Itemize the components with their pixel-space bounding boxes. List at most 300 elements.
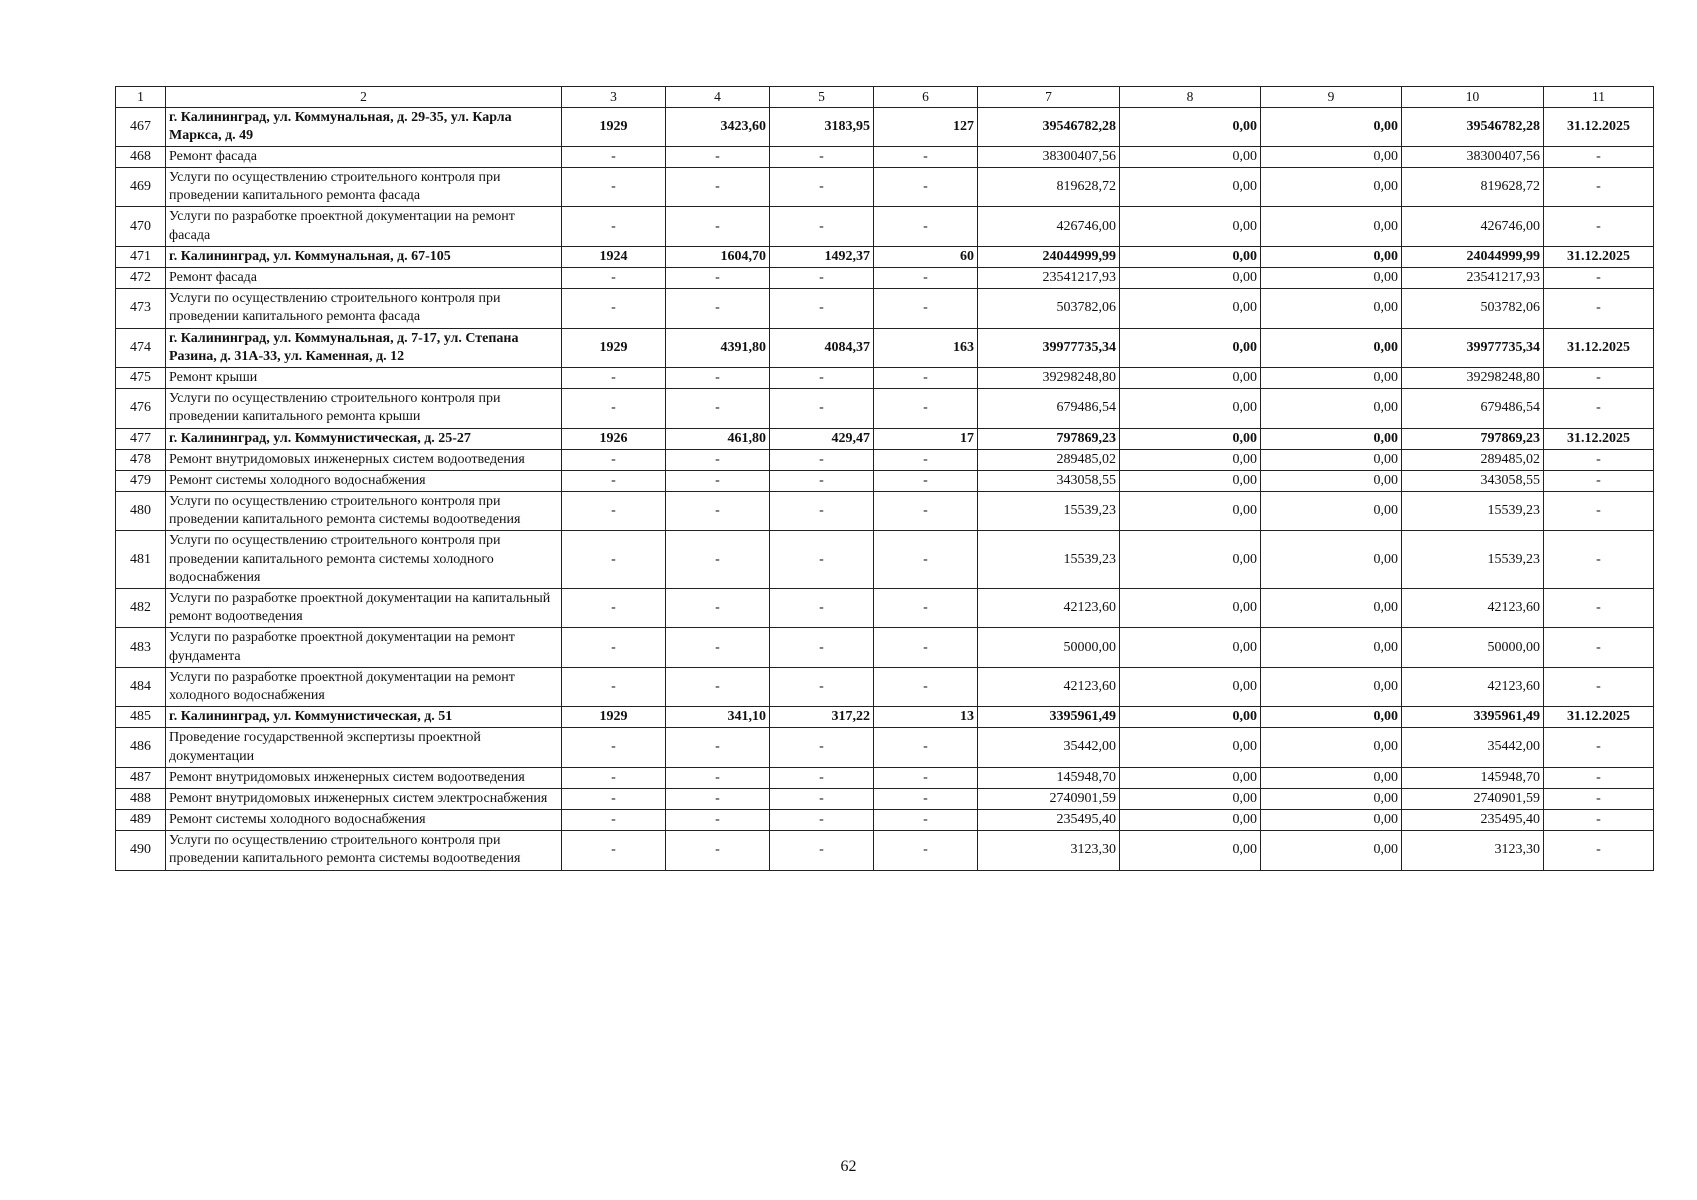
row-number-cell: 473 — [116, 289, 166, 328]
deadline-cell: - — [1544, 767, 1654, 788]
year-cell: - — [562, 289, 666, 328]
header-cell: 6 — [874, 87, 978, 108]
work-item-row — [116, 531, 1654, 589]
fund-share-cell: 0,00 — [1120, 268, 1261, 289]
building-row — [116, 246, 1654, 267]
residents-cell: - — [874, 767, 978, 788]
budget-share-cell: 0,00 — [1261, 531, 1402, 589]
residents-cell: - — [874, 628, 978, 667]
item-name-cell: Услуги по осуществлению строительного контроля при проведении капитального ремонта системы водоотведения — [166, 492, 562, 531]
total-cost-cell: 503782,06 — [978, 289, 1120, 328]
year-cell: - — [562, 728, 666, 767]
item-name-cell: Услуги по осуществлению строительного контроля при проведении капитального ремонта фасада — [166, 168, 562, 207]
deadline-cell: 31.12.2025 — [1544, 107, 1654, 146]
residents-cell: 163 — [874, 328, 978, 367]
total-area-cell: - — [666, 492, 770, 531]
budget-share-cell: 0,00 — [1261, 470, 1402, 491]
budget-share-cell: 0,00 — [1261, 168, 1402, 207]
row-number-cell: 478 — [116, 449, 166, 470]
budget-share-cell: 0,00 — [1261, 788, 1402, 809]
item-name-cell: Ремонт внутридомовых инженерных систем водоотведения — [166, 449, 562, 470]
header-cell: 8 — [1120, 87, 1261, 108]
owners-funds-cell: 39977735,34 — [1402, 328, 1544, 367]
row-number-cell: 470 — [116, 207, 166, 246]
deadline-cell: - — [1544, 146, 1654, 167]
owners-funds-cell: 343058,55 — [1402, 470, 1544, 491]
item-name-cell: Услуги по осуществлению строительного контроля при проведении капитального ремонта системы водоотведения — [166, 831, 562, 870]
living-area-cell: 1492,37 — [770, 246, 874, 267]
total-cost-cell: 3123,30 — [978, 831, 1120, 870]
total-area-cell: 461,80 — [666, 428, 770, 449]
total-cost-cell: 343058,55 — [978, 470, 1120, 491]
owners-funds-cell: 797869,23 — [1402, 428, 1544, 449]
year-cell: - — [562, 628, 666, 667]
year-cell: - — [562, 470, 666, 491]
residents-cell: 127 — [874, 107, 978, 146]
deadline-cell: - — [1544, 289, 1654, 328]
living-area-cell: - — [770, 589, 874, 628]
owners-funds-cell: 39546782,28 — [1402, 107, 1544, 146]
owners-funds-cell: 39298248,80 — [1402, 367, 1544, 388]
fund-share-cell: 0,00 — [1120, 168, 1261, 207]
living-area-cell: - — [770, 389, 874, 428]
owners-funds-cell: 2740901,59 — [1402, 788, 1544, 809]
work-item-row — [116, 146, 1654, 167]
item-name-cell: Ремонт внутридомовых инженерных систем электроснабжения — [166, 788, 562, 809]
budget-share-cell: 0,00 — [1261, 428, 1402, 449]
residents-cell: - — [874, 449, 978, 470]
year-cell: - — [562, 168, 666, 207]
living-area-cell: - — [770, 728, 874, 767]
total-cost-cell: 15539,23 — [978, 531, 1120, 589]
item-name-cell: Услуги по разработке проектной документации на ремонт фундамента — [166, 628, 562, 667]
residents-cell: 17 — [874, 428, 978, 449]
total-cost-cell: 39977735,34 — [978, 328, 1120, 367]
residents-cell: - — [874, 667, 978, 706]
row-number-cell: 483 — [116, 628, 166, 667]
budget-share-cell: 0,00 — [1261, 289, 1402, 328]
row-number-cell: 489 — [116, 810, 166, 831]
total-cost-cell: 426746,00 — [978, 207, 1120, 246]
living-area-cell: - — [770, 788, 874, 809]
fund-share-cell: 0,00 — [1120, 810, 1261, 831]
residents-cell: - — [874, 146, 978, 167]
row-number-cell: 484 — [116, 667, 166, 706]
total-area-cell: - — [666, 268, 770, 289]
total-area-cell: - — [666, 207, 770, 246]
deadline-cell: - — [1544, 449, 1654, 470]
year-cell: - — [562, 492, 666, 531]
year-cell: - — [562, 449, 666, 470]
total-cost-cell: 38300407,56 — [978, 146, 1120, 167]
deadline-cell: - — [1544, 788, 1654, 809]
row-number-cell: 490 — [116, 831, 166, 870]
owners-funds-cell: 235495,40 — [1402, 810, 1544, 831]
deadline-cell: - — [1544, 207, 1654, 246]
repair-program-table — [115, 86, 1654, 871]
deadline-cell: - — [1544, 470, 1654, 491]
owners-funds-cell: 145948,70 — [1402, 767, 1544, 788]
total-area-cell: 4391,80 — [666, 328, 770, 367]
total-cost-cell: 145948,70 — [978, 767, 1120, 788]
living-area-cell: - — [770, 207, 874, 246]
work-item-row — [116, 728, 1654, 767]
residents-cell: - — [874, 788, 978, 809]
total-area-cell: - — [666, 146, 770, 167]
total-cost-cell: 42123,60 — [978, 667, 1120, 706]
total-cost-cell: 679486,54 — [978, 389, 1120, 428]
year-cell: - — [562, 146, 666, 167]
row-number-cell: 482 — [116, 589, 166, 628]
row-number-cell: 468 — [116, 146, 166, 167]
fund-share-cell: 0,00 — [1120, 707, 1261, 728]
row-number-cell: 475 — [116, 367, 166, 388]
header-cell: 7 — [978, 87, 1120, 108]
owners-funds-cell: 679486,54 — [1402, 389, 1544, 428]
budget-share-cell: 0,00 — [1261, 589, 1402, 628]
total-cost-cell: 3395961,49 — [978, 707, 1120, 728]
total-cost-cell: 797869,23 — [978, 428, 1120, 449]
building-row — [116, 107, 1654, 146]
residents-cell: - — [874, 207, 978, 246]
budget-share-cell: 0,00 — [1261, 449, 1402, 470]
total-cost-cell: 819628,72 — [978, 168, 1120, 207]
fund-share-cell: 0,00 — [1120, 328, 1261, 367]
owners-funds-cell: 426746,00 — [1402, 207, 1544, 246]
deadline-cell: - — [1544, 728, 1654, 767]
budget-share-cell: 0,00 — [1261, 367, 1402, 388]
row-number-cell: 480 — [116, 492, 166, 531]
item-name-cell: Ремонт фасада — [166, 268, 562, 289]
fund-share-cell: 0,00 — [1120, 531, 1261, 589]
year-cell: 1929 — [562, 107, 666, 146]
living-area-cell: 3183,95 — [770, 107, 874, 146]
work-item-row — [116, 628, 1654, 667]
owners-funds-cell: 24044999,99 — [1402, 246, 1544, 267]
fund-share-cell: 0,00 — [1120, 107, 1261, 146]
deadline-cell: - — [1544, 389, 1654, 428]
residents-cell: - — [874, 728, 978, 767]
deadline-cell: - — [1544, 367, 1654, 388]
header-cell: 9 — [1261, 87, 1402, 108]
fund-share-cell: 0,00 — [1120, 628, 1261, 667]
deadline-cell: - — [1544, 492, 1654, 531]
item-name-cell: г. Калининград, ул. Коммунистическая, д. 25-27 — [166, 428, 562, 449]
total-area-cell: - — [666, 367, 770, 388]
deadline-cell: - — [1544, 168, 1654, 207]
fund-share-cell: 0,00 — [1120, 289, 1261, 328]
column-number-header-row — [116, 87, 1654, 108]
total-area-cell: 3423,60 — [666, 107, 770, 146]
deadline-cell: 31.12.2025 — [1544, 328, 1654, 367]
fund-share-cell: 0,00 — [1120, 449, 1261, 470]
item-name-cell: Услуги по осуществлению строительного контроля при проведении капитального ремонта фасада — [166, 289, 562, 328]
owners-funds-cell: 15539,23 — [1402, 531, 1544, 589]
total-area-cell: - — [666, 589, 770, 628]
total-area-cell: 1604,70 — [666, 246, 770, 267]
item-name-cell: Услуги по осуществлению строительного контроля при проведении капитального ремонта крыши — [166, 389, 562, 428]
budget-share-cell: 0,00 — [1261, 146, 1402, 167]
fund-share-cell: 0,00 — [1120, 831, 1261, 870]
year-cell: - — [562, 531, 666, 589]
budget-share-cell: 0,00 — [1261, 268, 1402, 289]
year-cell: 1924 — [562, 246, 666, 267]
work-item-row — [116, 492, 1654, 531]
owners-funds-cell: 15539,23 — [1402, 492, 1544, 531]
living-area-cell: - — [770, 531, 874, 589]
work-item-row — [116, 831, 1654, 870]
item-name-cell: Ремонт фасада — [166, 146, 562, 167]
work-item-row — [116, 389, 1654, 428]
residents-cell: - — [874, 531, 978, 589]
living-area-cell: - — [770, 449, 874, 470]
year-cell: - — [562, 589, 666, 628]
total-cost-cell: 39546782,28 — [978, 107, 1120, 146]
item-name-cell: Услуги по разработке проектной документации на ремонт фасада — [166, 207, 562, 246]
owners-funds-cell: 819628,72 — [1402, 168, 1544, 207]
owners-funds-cell: 50000,00 — [1402, 628, 1544, 667]
deadline-cell: - — [1544, 810, 1654, 831]
owners-funds-cell: 3395961,49 — [1402, 707, 1544, 728]
item-name-cell: Ремонт системы холодного водоснабжения — [166, 470, 562, 491]
fund-share-cell: 0,00 — [1120, 146, 1261, 167]
total-area-cell: - — [666, 470, 770, 491]
fund-share-cell: 0,00 — [1120, 389, 1261, 428]
year-cell: 1929 — [562, 328, 666, 367]
year-cell: 1926 — [562, 428, 666, 449]
fund-share-cell: 0,00 — [1120, 492, 1261, 531]
item-name-cell: Ремонт крыши — [166, 367, 562, 388]
budget-share-cell: 0,00 — [1261, 831, 1402, 870]
deadline-cell: 31.12.2025 — [1544, 246, 1654, 267]
budget-share-cell: 0,00 — [1261, 492, 1402, 531]
row-number-cell: 471 — [116, 246, 166, 267]
budget-share-cell: 0,00 — [1261, 207, 1402, 246]
header-cell: 11 — [1544, 87, 1654, 108]
residents-cell: 13 — [874, 707, 978, 728]
living-area-cell: - — [770, 810, 874, 831]
total-cost-cell: 235495,40 — [978, 810, 1120, 831]
header-cell: 3 — [562, 87, 666, 108]
residents-cell: - — [874, 168, 978, 207]
living-area-cell: - — [770, 470, 874, 491]
header-cell: 1 — [116, 87, 166, 108]
item-name-cell: г. Калининград, ул. Коммунистическая, д. 51 — [166, 707, 562, 728]
residents-cell: - — [874, 492, 978, 531]
living-area-cell: - — [770, 168, 874, 207]
owners-funds-cell: 38300407,56 — [1402, 146, 1544, 167]
work-item-row — [116, 810, 1654, 831]
living-area-cell: - — [770, 146, 874, 167]
fund-share-cell: 0,00 — [1120, 589, 1261, 628]
budget-share-cell: 0,00 — [1261, 767, 1402, 788]
item-name-cell: г. Калининград, ул. Коммунальная, д. 67-105 — [166, 246, 562, 267]
total-area-cell: - — [666, 788, 770, 809]
total-area-cell: - — [666, 767, 770, 788]
total-area-cell: - — [666, 531, 770, 589]
total-area-cell: - — [666, 449, 770, 470]
work-item-row — [116, 470, 1654, 491]
row-number-cell: 487 — [116, 767, 166, 788]
header-cell: 4 — [666, 87, 770, 108]
item-name-cell: Услуги по осуществлению строительного контроля при проведении капитального ремонта системы холодного водоснабжения — [166, 531, 562, 589]
living-area-cell: 317,22 — [770, 707, 874, 728]
total-cost-cell: 15539,23 — [978, 492, 1120, 531]
living-area-cell: - — [770, 268, 874, 289]
budget-share-cell: 0,00 — [1261, 810, 1402, 831]
total-cost-cell: 35442,00 — [978, 728, 1120, 767]
year-cell: - — [562, 389, 666, 428]
living-area-cell: - — [770, 667, 874, 706]
work-item-row — [116, 767, 1654, 788]
row-number-cell: 481 — [116, 531, 166, 589]
total-cost-cell: 2740901,59 — [978, 788, 1120, 809]
owners-funds-cell: 35442,00 — [1402, 728, 1544, 767]
owners-funds-cell: 503782,06 — [1402, 289, 1544, 328]
year-cell: - — [562, 788, 666, 809]
budget-share-cell: 0,00 — [1261, 728, 1402, 767]
deadline-cell: 31.12.2025 — [1544, 428, 1654, 449]
owners-funds-cell: 289485,02 — [1402, 449, 1544, 470]
fund-share-cell: 0,00 — [1120, 367, 1261, 388]
living-area-cell: - — [770, 367, 874, 388]
total-cost-cell: 39298248,80 — [978, 367, 1120, 388]
year-cell: - — [562, 810, 666, 831]
residents-cell: - — [874, 389, 978, 428]
total-area-cell: - — [666, 168, 770, 207]
residents-cell: - — [874, 810, 978, 831]
work-item-row — [116, 207, 1654, 246]
fund-share-cell: 0,00 — [1120, 788, 1261, 809]
residents-cell: - — [874, 831, 978, 870]
total-cost-cell: 289485,02 — [978, 449, 1120, 470]
total-area-cell: - — [666, 831, 770, 870]
item-name-cell: Услуги по разработке проектной документации на капитальный ремонт водоотведения — [166, 589, 562, 628]
total-cost-cell: 24044999,99 — [978, 246, 1120, 267]
fund-share-cell: 0,00 — [1120, 207, 1261, 246]
residents-cell: 60 — [874, 246, 978, 267]
budget-share-cell: 0,00 — [1261, 667, 1402, 706]
work-item-row — [116, 367, 1654, 388]
work-item-row — [116, 667, 1654, 706]
row-number-cell: 486 — [116, 728, 166, 767]
deadline-cell: - — [1544, 589, 1654, 628]
fund-share-cell: 0,00 — [1120, 728, 1261, 767]
owners-funds-cell: 42123,60 — [1402, 589, 1544, 628]
residents-cell: - — [874, 470, 978, 491]
work-item-row — [116, 589, 1654, 628]
deadline-cell: - — [1544, 667, 1654, 706]
year-cell: - — [562, 767, 666, 788]
budget-share-cell: 0,00 — [1261, 107, 1402, 146]
work-item-row — [116, 168, 1654, 207]
living-area-cell: 429,47 — [770, 428, 874, 449]
row-number-cell: 488 — [116, 788, 166, 809]
living-area-cell: - — [770, 767, 874, 788]
residents-cell: - — [874, 589, 978, 628]
year-cell: - — [562, 667, 666, 706]
fund-share-cell: 0,00 — [1120, 767, 1261, 788]
fund-share-cell: 0,00 — [1120, 246, 1261, 267]
table-body — [116, 87, 1654, 871]
header-cell: 5 — [770, 87, 874, 108]
deadline-cell: 31.12.2025 — [1544, 707, 1654, 728]
total-area-cell: - — [666, 667, 770, 706]
year-cell: 1929 — [562, 707, 666, 728]
row-number-cell: 479 — [116, 470, 166, 491]
total-area-cell: - — [666, 810, 770, 831]
owners-funds-cell: 3123,30 — [1402, 831, 1544, 870]
total-cost-cell: 42123,60 — [978, 589, 1120, 628]
fund-share-cell: 0,00 — [1120, 428, 1261, 449]
header-cell: 2 — [166, 87, 562, 108]
budget-share-cell: 0,00 — [1261, 628, 1402, 667]
living-area-cell: - — [770, 492, 874, 531]
item-name-cell: Услуги по разработке проектной документации на ремонт холодного водоснабжения — [166, 667, 562, 706]
year-cell: - — [562, 268, 666, 289]
budget-share-cell: 0,00 — [1261, 389, 1402, 428]
item-name-cell: Проведение государственной экспертизы проектной документации — [166, 728, 562, 767]
total-cost-cell: 23541217,93 — [978, 268, 1120, 289]
row-number-cell: 485 — [116, 707, 166, 728]
total-cost-cell: 50000,00 — [978, 628, 1120, 667]
residents-cell: - — [874, 367, 978, 388]
row-number-cell: 474 — [116, 328, 166, 367]
building-row — [116, 707, 1654, 728]
fund-share-cell: 0,00 — [1120, 667, 1261, 706]
total-area-cell: - — [666, 289, 770, 328]
header-cell: 10 — [1402, 87, 1544, 108]
total-area-cell: - — [666, 628, 770, 667]
living-area-cell: - — [770, 289, 874, 328]
item-name-cell: г. Калининград, ул. Коммунальная, д. 29-35, ул. Карла Маркса, д. 49 — [166, 107, 562, 146]
total-area-cell: 341,10 — [666, 707, 770, 728]
item-name-cell: г. Калининград, ул. Коммунальная, д. 7-17, ул. Степана Разина, д. 31А-33, ул. Каменная, д. 12 — [166, 328, 562, 367]
item-name-cell: Ремонт системы холодного водоснабжения — [166, 810, 562, 831]
row-number-cell: 469 — [116, 168, 166, 207]
budget-share-cell: 0,00 — [1261, 707, 1402, 728]
item-name-cell: Ремонт внутридомовых инженерных систем водоотведения — [166, 767, 562, 788]
owners-funds-cell: 42123,60 — [1402, 667, 1544, 706]
year-cell: - — [562, 831, 666, 870]
row-number-cell: 467 — [116, 107, 166, 146]
row-number-cell: 477 — [116, 428, 166, 449]
deadline-cell: - — [1544, 268, 1654, 289]
deadline-cell: - — [1544, 628, 1654, 667]
residents-cell: - — [874, 268, 978, 289]
budget-share-cell: 0,00 — [1261, 328, 1402, 367]
living-area-cell: - — [770, 831, 874, 870]
living-area-cell: 4084,37 — [770, 328, 874, 367]
total-area-cell: - — [666, 728, 770, 767]
work-item-row — [116, 268, 1654, 289]
row-number-cell: 472 — [116, 268, 166, 289]
page-number: 62 — [840, 1158, 857, 1175]
fund-share-cell: 0,00 — [1120, 470, 1261, 491]
work-item-row — [116, 289, 1654, 328]
work-item-row — [116, 788, 1654, 809]
year-cell: - — [562, 367, 666, 388]
building-row — [116, 428, 1654, 449]
owners-funds-cell: 23541217,93 — [1402, 268, 1544, 289]
residents-cell: - — [874, 289, 978, 328]
deadline-cell: - — [1544, 831, 1654, 870]
budget-share-cell: 0,00 — [1261, 246, 1402, 267]
work-item-row — [116, 449, 1654, 470]
building-row — [116, 328, 1654, 367]
deadline-cell: - — [1544, 531, 1654, 589]
row-number-cell: 476 — [116, 389, 166, 428]
